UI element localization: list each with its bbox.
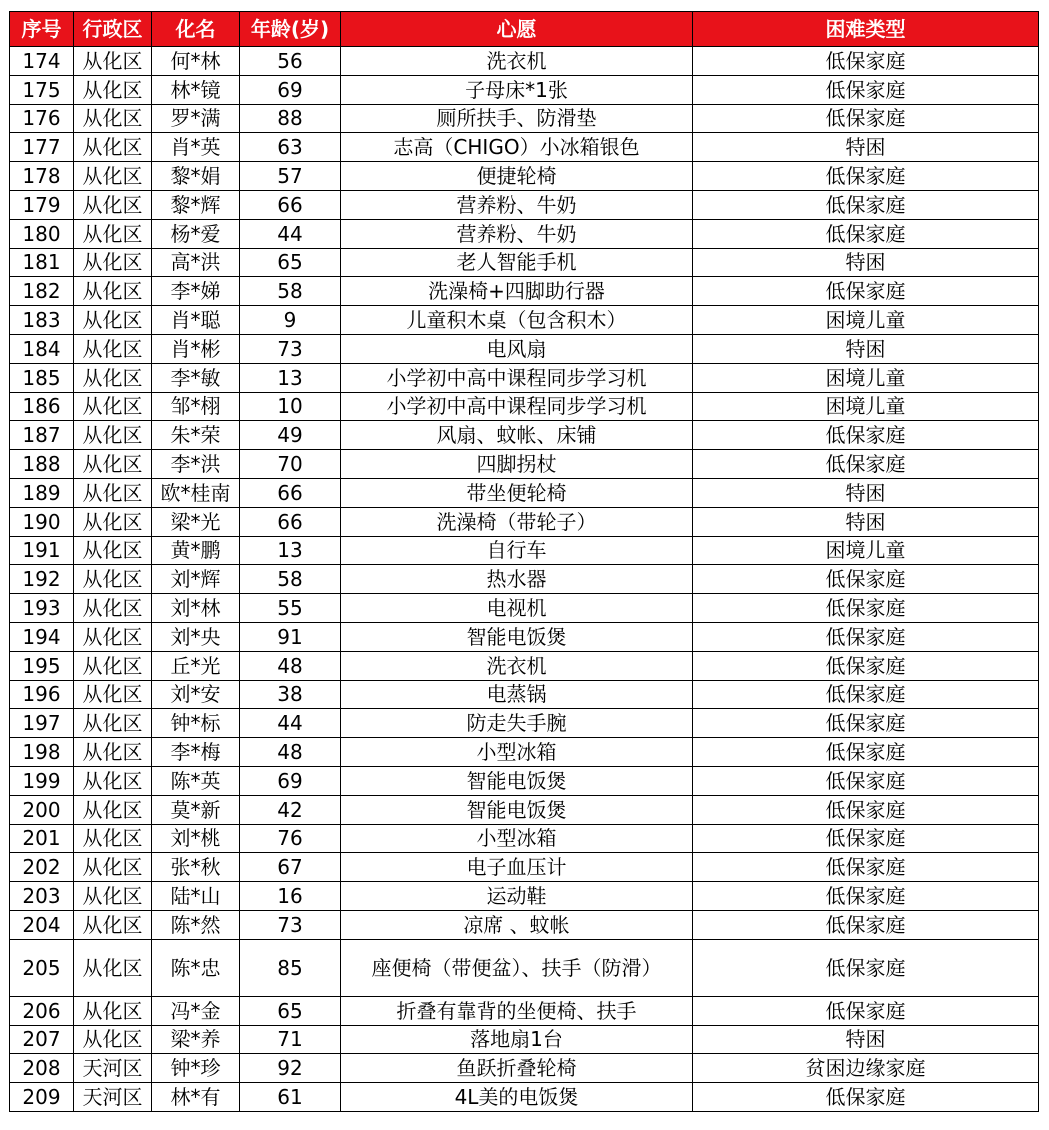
table-row [10, 795, 1039, 824]
table-row [10, 306, 1039, 335]
cell-district: 从化区 [74, 882, 152, 911]
cell-alias: 肖*聪 [152, 306, 240, 335]
cell-alias: 罗*满 [152, 104, 240, 133]
table-row [10, 1083, 1039, 1112]
cell-district: 从化区 [74, 651, 152, 680]
cell-difficulty-type: 低保家庭 [693, 680, 1039, 709]
cell-wish: 洗澡椅+四脚助行器 [341, 277, 693, 306]
cell-difficulty-type: 低保家庭 [693, 450, 1039, 479]
cell-difficulty-type: 低保家庭 [693, 75, 1039, 104]
cell-alias: 张*秋 [152, 853, 240, 882]
cell-age: 91 [240, 622, 341, 651]
cell-wish: 小学初中高中课程同步学习机 [341, 392, 693, 421]
cell-age: 57 [240, 162, 341, 191]
cell-serial-number: 197 [10, 709, 74, 738]
table-row [10, 363, 1039, 392]
cell-wish: 小学初中高中课程同步学习机 [341, 363, 693, 392]
cell-difficulty-type: 特困 [693, 133, 1039, 162]
table-row [10, 450, 1039, 479]
cell-alias: 莫*新 [152, 795, 240, 824]
cell-district: 从化区 [74, 507, 152, 536]
cell-age: 92 [240, 1054, 341, 1083]
cell-alias: 梁*光 [152, 507, 240, 536]
cell-district: 从化区 [74, 392, 152, 421]
table-row [10, 536, 1039, 565]
cell-wish: 小型冰箱 [341, 738, 693, 767]
cell-alias: 刘*辉 [152, 565, 240, 594]
table-body [10, 47, 1039, 1112]
cell-district: 从化区 [74, 709, 152, 738]
cell-serial-number: 202 [10, 853, 74, 882]
cell-serial-number: 200 [10, 795, 74, 824]
cell-age: 67 [240, 853, 341, 882]
cell-alias: 邹*栩 [152, 392, 240, 421]
cell-district: 从化区 [74, 824, 152, 853]
cell-age: 85 [240, 939, 341, 996]
cell-age: 55 [240, 594, 341, 623]
cell-serial-number: 192 [10, 565, 74, 594]
cell-wish: 智能电饭煲 [341, 795, 693, 824]
cell-serial-number: 181 [10, 248, 74, 277]
table-row [10, 824, 1039, 853]
table-row [10, 565, 1039, 594]
cell-serial-number: 174 [10, 47, 74, 76]
cell-age: 76 [240, 824, 341, 853]
cell-difficulty-type: 低保家庭 [693, 939, 1039, 996]
cell-district: 从化区 [74, 594, 152, 623]
cell-age: 38 [240, 680, 341, 709]
header-alias: 化名 [152, 12, 240, 47]
cell-wish: 洗澡椅（带轮子） [341, 507, 693, 536]
cell-age: 71 [240, 1025, 341, 1054]
cell-age: 65 [240, 248, 341, 277]
cell-wish: 4L美的电饭煲 [341, 1083, 693, 1112]
table-row [10, 910, 1039, 939]
cell-age: 73 [240, 334, 341, 363]
header-difficulty-type: 困难类型 [693, 12, 1039, 47]
cell-wish: 智能电饭煲 [341, 622, 693, 651]
cell-serial-number: 201 [10, 824, 74, 853]
cell-district: 从化区 [74, 939, 152, 996]
cell-difficulty-type: 低保家庭 [693, 651, 1039, 680]
cell-district: 从化区 [74, 162, 152, 191]
cell-serial-number: 190 [10, 507, 74, 536]
cell-district: 从化区 [74, 478, 152, 507]
cell-serial-number: 185 [10, 363, 74, 392]
cell-wish: 电蒸锅 [341, 680, 693, 709]
cell-district: 从化区 [74, 1025, 152, 1054]
cell-district: 从化区 [74, 738, 152, 767]
cell-wish: 电风扇 [341, 334, 693, 363]
cell-difficulty-type: 特困 [693, 478, 1039, 507]
cell-difficulty-type: 特困 [693, 334, 1039, 363]
cell-alias: 何*林 [152, 47, 240, 76]
cell-age: 66 [240, 507, 341, 536]
cell-wish: 志高（CHIGO）小冰箱银色 [341, 133, 693, 162]
cell-wish: 厕所扶手、防滑垫 [341, 104, 693, 133]
cell-alias: 黎*娟 [152, 162, 240, 191]
cell-alias: 梁*养 [152, 1025, 240, 1054]
cell-district: 从化区 [74, 248, 152, 277]
cell-alias: 朱*荣 [152, 421, 240, 450]
cell-alias: 刘*央 [152, 622, 240, 651]
cell-district: 从化区 [74, 133, 152, 162]
cell-alias: 黎*辉 [152, 190, 240, 219]
cell-alias: 林*镜 [152, 75, 240, 104]
cell-wish: 儿童积木桌（包含积木） [341, 306, 693, 335]
cell-serial-number: 176 [10, 104, 74, 133]
cell-difficulty-type: 低保家庭 [693, 47, 1039, 76]
cell-wish: 凉席 、蚊帐 [341, 910, 693, 939]
cell-alias: 刘*桃 [152, 824, 240, 853]
cell-district: 从化区 [74, 622, 152, 651]
cell-serial-number: 177 [10, 133, 74, 162]
cell-difficulty-type: 低保家庭 [693, 766, 1039, 795]
cell-serial-number: 209 [10, 1083, 74, 1112]
cell-district: 从化区 [74, 104, 152, 133]
cell-serial-number: 187 [10, 421, 74, 450]
cell-wish: 自行车 [341, 536, 693, 565]
table-row [10, 766, 1039, 795]
table-row [10, 190, 1039, 219]
table-header-row [10, 12, 1039, 47]
cell-alias: 冯*金 [152, 996, 240, 1025]
cell-serial-number: 175 [10, 75, 74, 104]
cell-serial-number: 199 [10, 766, 74, 795]
table-row [10, 47, 1039, 76]
cell-difficulty-type: 贫困边缘家庭 [693, 1054, 1039, 1083]
cell-difficulty-type: 困境儿童 [693, 306, 1039, 335]
cell-age: 13 [240, 536, 341, 565]
cell-alias: 刘*安 [152, 680, 240, 709]
cell-alias: 陈*忠 [152, 939, 240, 996]
cell-wish: 洗衣机 [341, 651, 693, 680]
cell-difficulty-type: 低保家庭 [693, 190, 1039, 219]
cell-wish: 子母床*1张 [341, 75, 693, 104]
cell-district: 从化区 [74, 277, 152, 306]
cell-age: 66 [240, 478, 341, 507]
cell-difficulty-type: 低保家庭 [693, 853, 1039, 882]
cell-district: 从化区 [74, 910, 152, 939]
cell-alias: 高*洪 [152, 248, 240, 277]
cell-wish: 折叠有靠背的坐便椅、扶手 [341, 996, 693, 1025]
cell-age: 65 [240, 996, 341, 1025]
cell-alias: 陈*英 [152, 766, 240, 795]
cell-alias: 林*有 [152, 1083, 240, 1112]
table-row [10, 478, 1039, 507]
cell-district: 从化区 [74, 853, 152, 882]
cell-difficulty-type: 低保家庭 [693, 421, 1039, 450]
cell-alias: 杨*爱 [152, 219, 240, 248]
table-row [10, 709, 1039, 738]
cell-alias: 肖*彬 [152, 334, 240, 363]
table-row [10, 1054, 1039, 1083]
cell-wish: 座便椅（带便盆）、扶手（防滑） [341, 939, 693, 996]
cell-serial-number: 179 [10, 190, 74, 219]
table-row [10, 104, 1039, 133]
cell-serial-number: 196 [10, 680, 74, 709]
cell-serial-number: 188 [10, 450, 74, 479]
cell-alias: 丘*光 [152, 651, 240, 680]
cell-wish: 落地扇1台 [341, 1025, 693, 1054]
cell-age: 16 [240, 882, 341, 911]
cell-wish: 便捷轮椅 [341, 162, 693, 191]
cell-alias: 李*娣 [152, 277, 240, 306]
header-district: 行政区 [74, 12, 152, 47]
cell-wish: 带坐便轮椅 [341, 478, 693, 507]
cell-district: 从化区 [74, 190, 152, 219]
table-row [10, 392, 1039, 421]
cell-wish: 洗衣机 [341, 47, 693, 76]
cell-wish: 营养粉、牛奶 [341, 190, 693, 219]
cell-district: 从化区 [74, 565, 152, 594]
cell-age: 44 [240, 709, 341, 738]
table-row [10, 882, 1039, 911]
cell-difficulty-type: 特困 [693, 1025, 1039, 1054]
cell-wish: 热水器 [341, 565, 693, 594]
cell-alias: 李*梅 [152, 738, 240, 767]
cell-alias: 陆*山 [152, 882, 240, 911]
cell-difficulty-type: 低保家庭 [693, 910, 1039, 939]
table-row [10, 162, 1039, 191]
cell-age: 56 [240, 47, 341, 76]
cell-serial-number: 205 [10, 939, 74, 996]
table-row [10, 421, 1039, 450]
cell-alias: 肖*英 [152, 133, 240, 162]
cell-serial-number: 178 [10, 162, 74, 191]
cell-age: 88 [240, 104, 341, 133]
cell-difficulty-type: 特困 [693, 507, 1039, 536]
cell-serial-number: 191 [10, 536, 74, 565]
cell-district: 从化区 [74, 996, 152, 1025]
cell-difficulty-type: 困境儿童 [693, 536, 1039, 565]
cell-district: 从化区 [74, 450, 152, 479]
cell-serial-number: 198 [10, 738, 74, 767]
cell-serial-number: 180 [10, 219, 74, 248]
table-row [10, 219, 1039, 248]
table-row [10, 277, 1039, 306]
cell-age: 13 [240, 363, 341, 392]
cell-wish: 防走失手腕 [341, 709, 693, 738]
cell-difficulty-type: 低保家庭 [693, 565, 1039, 594]
cell-district: 从化区 [74, 219, 152, 248]
cell-serial-number: 182 [10, 277, 74, 306]
table-row [10, 507, 1039, 536]
table-row [10, 939, 1039, 996]
cell-difficulty-type: 困境儿童 [693, 392, 1039, 421]
cell-wish: 四脚拐杖 [341, 450, 693, 479]
cell-district: 天河区 [74, 1083, 152, 1112]
cell-age: 44 [240, 219, 341, 248]
cell-age: 69 [240, 766, 341, 795]
cell-district: 从化区 [74, 680, 152, 709]
cell-wish: 营养粉、牛奶 [341, 219, 693, 248]
table-row [10, 996, 1039, 1025]
table-row [10, 133, 1039, 162]
cell-age: 69 [240, 75, 341, 104]
cell-serial-number: 208 [10, 1054, 74, 1083]
table-row [10, 853, 1039, 882]
cell-district: 从化区 [74, 795, 152, 824]
cell-age: 66 [240, 190, 341, 219]
cell-age: 42 [240, 795, 341, 824]
cell-district: 从化区 [74, 766, 152, 795]
cell-alias: 钟*珍 [152, 1054, 240, 1083]
cell-wish: 电视机 [341, 594, 693, 623]
cell-alias: 刘*林 [152, 594, 240, 623]
cell-age: 58 [240, 565, 341, 594]
header-wish: 心愿 [341, 12, 693, 47]
table-row [10, 334, 1039, 363]
cell-age: 61 [240, 1083, 341, 1112]
cell-district: 从化区 [74, 306, 152, 335]
cell-serial-number: 189 [10, 478, 74, 507]
table-row [10, 248, 1039, 277]
cell-age: 48 [240, 738, 341, 767]
cell-difficulty-type: 低保家庭 [693, 795, 1039, 824]
cell-serial-number: 194 [10, 622, 74, 651]
cell-serial-number: 206 [10, 996, 74, 1025]
wish-list-table [9, 11, 1039, 1112]
cell-difficulty-type: 低保家庭 [693, 219, 1039, 248]
cell-difficulty-type: 低保家庭 [693, 104, 1039, 133]
cell-serial-number: 184 [10, 334, 74, 363]
cell-age: 58 [240, 277, 341, 306]
table-row [10, 594, 1039, 623]
table-row [10, 680, 1039, 709]
cell-district: 从化区 [74, 334, 152, 363]
cell-difficulty-type: 低保家庭 [693, 709, 1039, 738]
header-age: 年龄(岁) [240, 12, 341, 47]
table-row [10, 622, 1039, 651]
table-row [10, 75, 1039, 104]
cell-alias: 钟*标 [152, 709, 240, 738]
cell-alias: 李*敏 [152, 363, 240, 392]
cell-difficulty-type: 低保家庭 [693, 594, 1039, 623]
cell-serial-number: 204 [10, 910, 74, 939]
cell-difficulty-type: 低保家庭 [693, 1083, 1039, 1112]
cell-serial-number: 207 [10, 1025, 74, 1054]
cell-wish: 风扇、蚊帐、床铺 [341, 421, 693, 450]
cell-age: 73 [240, 910, 341, 939]
cell-wish: 鱼跃折叠轮椅 [341, 1054, 693, 1083]
cell-district: 天河区 [74, 1054, 152, 1083]
cell-age: 49 [240, 421, 341, 450]
cell-wish: 老人智能手机 [341, 248, 693, 277]
cell-wish: 智能电饭煲 [341, 766, 693, 795]
cell-age: 70 [240, 450, 341, 479]
cell-age: 63 [240, 133, 341, 162]
cell-age: 48 [240, 651, 341, 680]
cell-serial-number: 195 [10, 651, 74, 680]
cell-difficulty-type: 低保家庭 [693, 824, 1039, 853]
table-row [10, 738, 1039, 767]
cell-district: 从化区 [74, 363, 152, 392]
cell-difficulty-type: 低保家庭 [693, 996, 1039, 1025]
cell-serial-number: 183 [10, 306, 74, 335]
cell-age: 10 [240, 392, 341, 421]
header-serial-number: 序号 [10, 12, 74, 47]
cell-alias: 欧*桂南 [152, 478, 240, 507]
table-row [10, 651, 1039, 680]
cell-difficulty-type: 低保家庭 [693, 882, 1039, 911]
cell-wish: 小型冰箱 [341, 824, 693, 853]
cell-difficulty-type: 困境儿童 [693, 363, 1039, 392]
cell-difficulty-type: 特困 [693, 248, 1039, 277]
cell-difficulty-type: 低保家庭 [693, 277, 1039, 306]
cell-alias: 黄*鹏 [152, 536, 240, 565]
table-row [10, 1025, 1039, 1054]
cell-serial-number: 193 [10, 594, 74, 623]
cell-alias: 李*洪 [152, 450, 240, 479]
cell-wish: 电子血压计 [341, 853, 693, 882]
cell-serial-number: 186 [10, 392, 74, 421]
cell-district: 从化区 [74, 536, 152, 565]
cell-district: 从化区 [74, 47, 152, 76]
cell-alias: 陈*然 [152, 910, 240, 939]
cell-serial-number: 203 [10, 882, 74, 911]
cell-difficulty-type: 低保家庭 [693, 738, 1039, 767]
cell-district: 从化区 [74, 75, 152, 104]
cell-difficulty-type: 低保家庭 [693, 622, 1039, 651]
cell-age: 9 [240, 306, 341, 335]
cell-difficulty-type: 低保家庭 [693, 162, 1039, 191]
cell-wish: 运动鞋 [341, 882, 693, 911]
cell-district: 从化区 [74, 421, 152, 450]
